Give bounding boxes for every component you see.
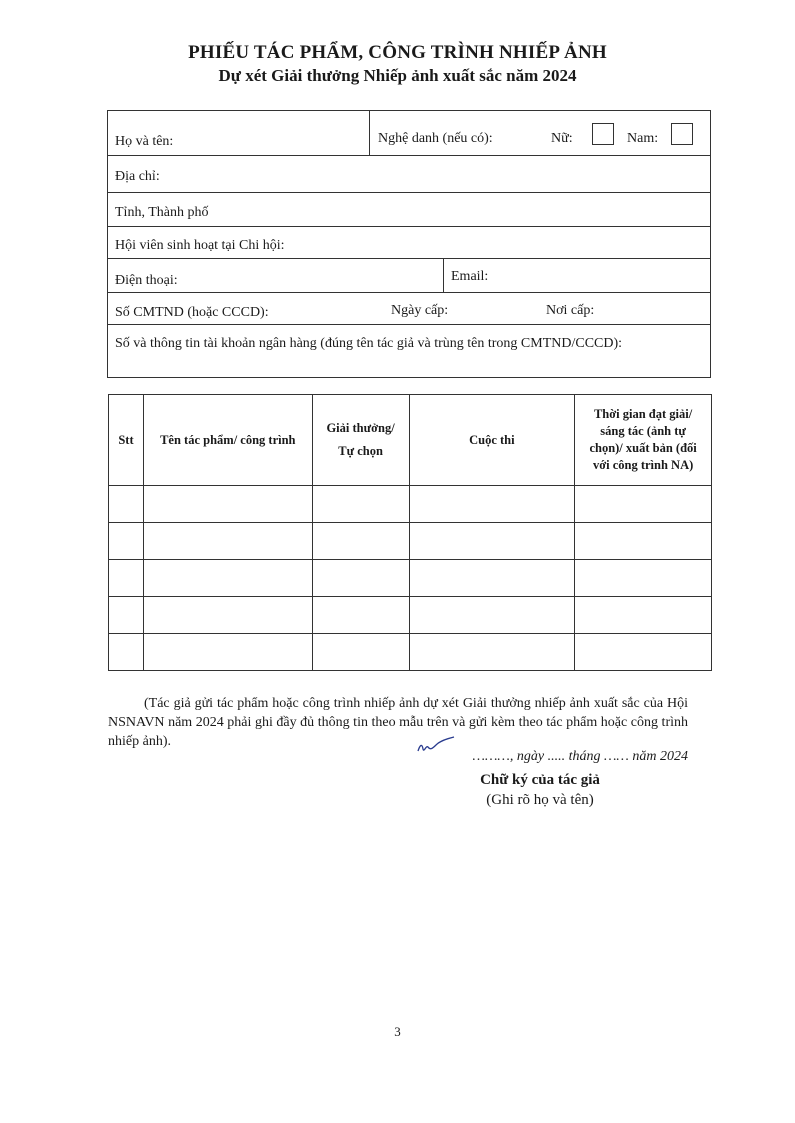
- table-row: [109, 523, 712, 560]
- label-id-number: Số CMTND (hoặc CCCD):: [115, 305, 269, 320]
- cell[interactable]: [143, 523, 312, 560]
- cell[interactable]: [575, 560, 712, 597]
- header-time-line-1: Thời gian đạt giải/: [593, 407, 693, 422]
- label-female: Nữ:: [551, 131, 573, 146]
- female-checkbox[interactable]: [592, 123, 614, 145]
- cell[interactable]: [312, 597, 409, 634]
- cell[interactable]: [575, 634, 712, 671]
- instruction-note: (Tác giả gửi tác phẩm hoặc công trình nhiếp ảnh dự xét Giải thưởng nhiếp ảnh xuất sắc của Hội NSNAVN năm 2024 phải ghi đầy đủ thông tin theo mẫu trên và gửi kèm theo tác phẩm hoặc công trình nhiếp ảnh).: [108, 696, 688, 749]
- page-number: 3: [394, 1024, 401, 1039]
- table-row: [109, 486, 712, 523]
- table-row: [109, 597, 712, 634]
- cell[interactable]: [143, 597, 312, 634]
- date-line: ………, ngày ..... tháng …… năm 2024: [472, 749, 688, 764]
- label-phone: Điện thoại:: [115, 273, 178, 288]
- cell[interactable]: [409, 560, 575, 597]
- male-checkbox[interactable]: [671, 123, 693, 145]
- row-province: [108, 193, 710, 227]
- cell[interactable]: [143, 560, 312, 597]
- signature-title: Chữ ký của tác giả: [480, 772, 600, 788]
- header-award-line-2: Tự chọn: [338, 444, 383, 458]
- label-address: Địa chỉ:: [115, 169, 160, 184]
- cell[interactable]: [109, 486, 144, 523]
- form-subtitle: Dự xét Giải thưởng Nhiếp ảnh xuất sắc năm 2024: [218, 66, 577, 85]
- header-award-line-1: Giải thưởng/: [326, 421, 395, 436]
- cell[interactable]: [109, 634, 144, 671]
- cell[interactable]: [409, 634, 575, 671]
- row-address: [108, 156, 710, 193]
- label-issue-date: Ngày cấp:: [391, 303, 449, 318]
- cell[interactable]: [312, 523, 409, 560]
- label-issue-place: Nơi cấp:: [546, 303, 595, 318]
- cell[interactable]: [312, 560, 409, 597]
- header-award: [312, 395, 409, 486]
- cell[interactable]: [109, 523, 144, 560]
- label-province: Tỉnh, Thành phố: [115, 205, 209, 220]
- table-row: [109, 634, 712, 671]
- cell[interactable]: [575, 597, 712, 634]
- label-male: Nam:: [627, 131, 659, 146]
- row-branch: [108, 227, 710, 259]
- header-contest: Cuộc thi: [409, 395, 575, 486]
- label-stage-name: Nghệ danh (nếu có):: [378, 131, 493, 146]
- header-time: [575, 395, 712, 486]
- cell[interactable]: [409, 597, 575, 634]
- signature-subtitle: (Ghi rõ họ và tên): [486, 792, 594, 808]
- cell[interactable]: [409, 523, 575, 560]
- cell[interactable]: [312, 486, 409, 523]
- header-time-line-2: sáng tác (ảnh tự: [600, 424, 686, 439]
- cell[interactable]: [575, 486, 712, 523]
- cell[interactable]: [143, 486, 312, 523]
- header-stt: Stt: [109, 395, 144, 486]
- divider: [443, 259, 444, 292]
- table-header-row: [109, 395, 712, 486]
- personal-info-box: [107, 110, 711, 378]
- row-id-card: [108, 293, 710, 325]
- row-name: [108, 111, 710, 156]
- table-row: [109, 560, 712, 597]
- header-time-line-3: chọn)/ xuất bản (đối: [589, 441, 697, 455]
- header-time-line-4: với công trình NA): [592, 457, 694, 472]
- cell[interactable]: [109, 560, 144, 597]
- label-full-name: Họ và tên:: [115, 134, 174, 149]
- form-title: PHIẾU TÁC PHẨM, CÔNG TRÌNH NHIẾP ẢNH: [188, 42, 607, 63]
- cell[interactable]: [143, 634, 312, 671]
- label-branch-member: Hội viên sinh hoạt tại Chi hội:: [115, 238, 285, 253]
- cell[interactable]: [575, 523, 712, 560]
- cell[interactable]: [109, 597, 144, 634]
- divider: [369, 111, 370, 155]
- cell[interactable]: [409, 486, 575, 523]
- cell[interactable]: [312, 634, 409, 671]
- label-bank-account: Số và thông tin tài khoản ngân hàng (đúng tên tác giả và trùng tên trong CMTND/CCCD):: [115, 336, 623, 351]
- works-table: [108, 394, 712, 671]
- row-bank-account: [108, 325, 710, 379]
- header-work-title: Tên tác phẩm/ công trình: [143, 395, 312, 486]
- row-contact: [108, 259, 710, 293]
- label-email: Email:: [451, 269, 489, 284]
